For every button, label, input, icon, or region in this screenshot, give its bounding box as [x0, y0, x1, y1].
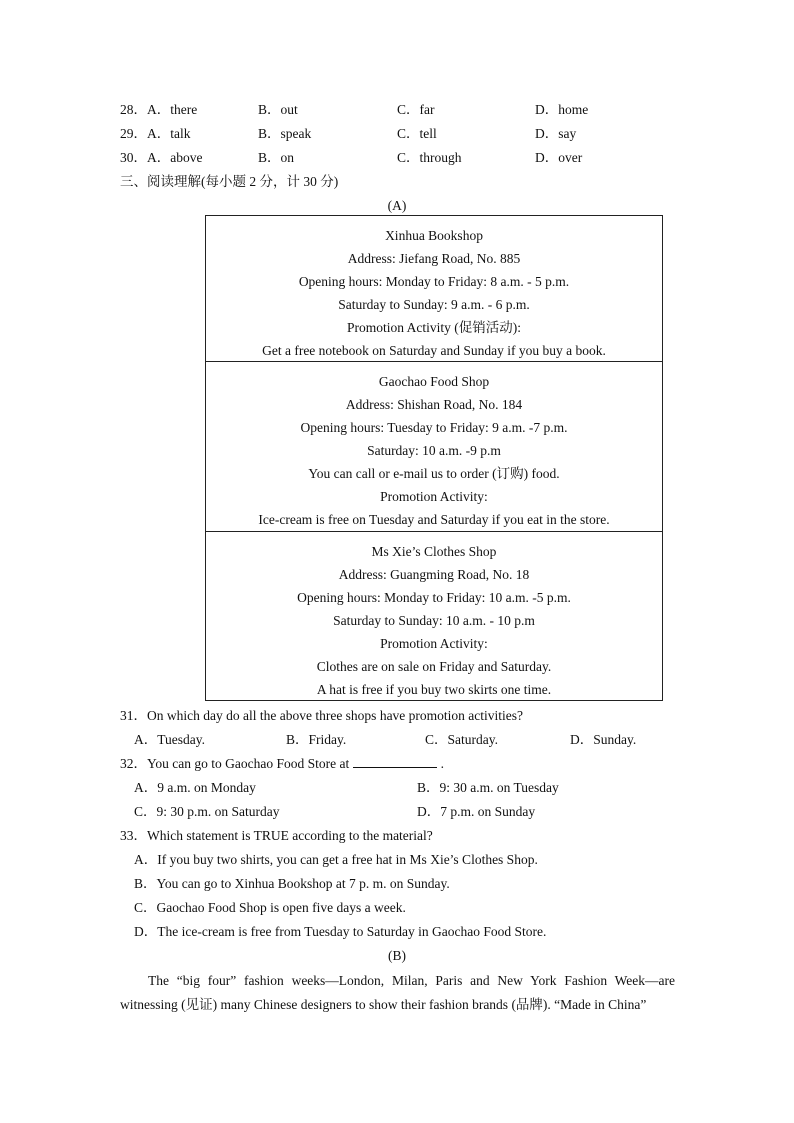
passage-b: The “big four” fashion weeks—London, Milan, Paris and New York Fashion Week—are witnessing (见证) many Chinese designers to show their fashion brands (品牌). “Made in China”	[120, 973, 675, 1012]
option-a: A．above	[147, 150, 203, 165]
option-a: A．Tuesday.	[134, 732, 206, 747]
shop-hours-weekend: Saturday to Sunday: 9 a.m. - 6 p.m.	[338, 297, 530, 312]
option-d: D．7 p.m. on Sunday	[417, 804, 536, 819]
option-b: B．out	[258, 102, 298, 117]
shop-hours-weekend: Saturday to Sunday: 10 a.m. - 10 p.m	[333, 613, 535, 628]
shop-hours: Opening hours: Monday to Friday: 10 a.m. -5 p.m.	[297, 590, 571, 605]
question-33-stem: 33．Which statement is TRUE according to the material?	[120, 828, 433, 843]
option-b: B．on	[258, 150, 295, 165]
section-title: 三、阅读理解(每小题 2 分，计 30 分)	[120, 174, 339, 189]
option-d: D．Sunday.	[570, 732, 637, 747]
shop-hours: Opening hours: Tuesday to Friday: 9 a.m. -7 p.m.	[300, 420, 568, 435]
promotion-text-2: A hat is free if you buy two skirts one time.	[316, 682, 552, 697]
question-32-text: 32．You can go to Gaochao Food Store at	[120, 756, 350, 771]
order-info: You can call or e-mail us to order (订购) food.	[308, 466, 560, 481]
shop-cell-ms-xie	[206, 532, 662, 700]
option-a: A．If you buy two shirts, you can get a free hat in Ms Xie’s Clothes Shop.	[134, 852, 538, 867]
shop-name: Xinhua Bookshop	[385, 228, 483, 243]
option-b: B．You can go to Xinhua Bookshop at 7 p. m. on Sunday.	[134, 876, 450, 891]
shop-table	[205, 215, 663, 701]
option-c: C．9: 30 p.m. on Saturday	[134, 804, 280, 819]
option-d: D．The ice-cream is free from Tuesday to Saturday in Gaochao Food Store.	[134, 924, 547, 939]
shop-address: Address: Guangming Road, No. 18	[338, 567, 530, 582]
question-32-stem	[120, 755, 444, 773]
option-a: A．talk	[147, 126, 191, 141]
promotion-text: Clothes are on sale on Friday and Saturday.	[316, 659, 552, 674]
option-c: C．Gaochao Food Shop is open five days a week.	[134, 900, 406, 915]
shop-hours-saturday: Saturday: 10 a.m. -9 p.m	[367, 443, 501, 458]
option-d: D．say	[535, 126, 577, 141]
question-31-stem: 31．On which day do all the above three shops have promotion activities?	[120, 708, 524, 723]
option-c: C．Saturday.	[425, 732, 498, 747]
question-number: 30．	[120, 150, 147, 165]
question-number: 29．	[120, 126, 147, 141]
option-a: A．there	[147, 102, 198, 117]
promotion-heading: Promotion Activity:	[380, 636, 488, 651]
part-a-label: (A)	[387, 198, 407, 213]
option-b: B．Friday.	[286, 732, 347, 747]
question-number: 28．	[120, 102, 147, 117]
part-b-label: (B)	[388, 948, 406, 963]
shop-cell-gaochao	[206, 362, 662, 532]
promotion-text: Get a free notebook on Saturday and Sunday if you buy a book.	[262, 343, 606, 358]
option-c: C．tell	[397, 126, 437, 141]
shop-hours: Opening hours: Monday to Friday: 8 a.m. - 5 p.m.	[298, 274, 570, 289]
option-d: D．over	[535, 150, 583, 165]
option-d: D．home	[535, 102, 589, 117]
shop-name: Ms Xie’s Clothes Shop	[371, 544, 497, 559]
question-32-end: .	[440, 756, 444, 771]
shop-address: Address: Jiefang Road, No. 885	[347, 251, 521, 266]
promotion-heading: Promotion Activity:	[380, 489, 488, 504]
shop-cell-xinhua	[206, 216, 662, 362]
option-c: C．through	[397, 150, 462, 165]
option-c: C．far	[397, 102, 435, 117]
option-b: B．speak	[258, 126, 312, 141]
shop-address: Address: Shishan Road, No. 184	[345, 397, 523, 412]
answer-blank	[353, 755, 437, 768]
option-b: B．9: 30 a.m. on Tuesday	[417, 780, 559, 795]
promotion-heading: Promotion Activity (促销活动):	[347, 320, 521, 335]
shop-name: Gaochao Food Shop	[378, 374, 490, 389]
promotion-text: Ice-cream is free on Tuesday and Saturday if you eat in the store.	[258, 512, 610, 527]
option-a: A．9 a.m. on Monday	[134, 780, 256, 795]
